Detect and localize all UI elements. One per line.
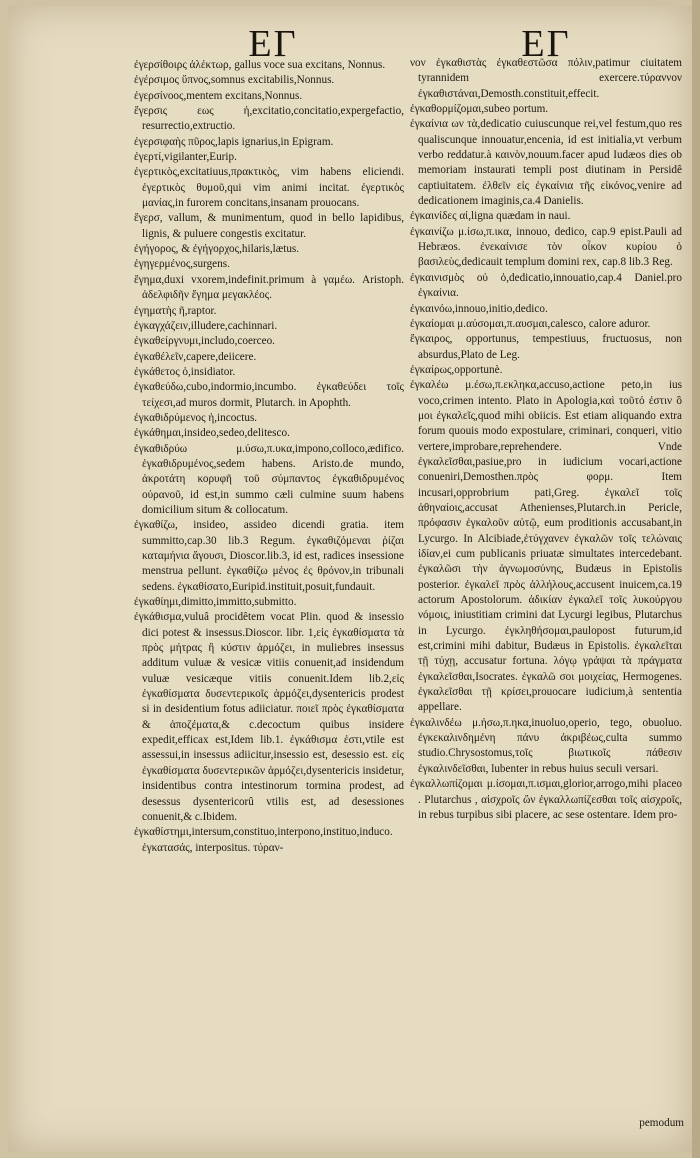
dictionary-entry: ἔγκαιρος, opportunus, tempestiuus, fructuosus, non absurdus,Plato de Leg. (410, 333, 682, 361)
dictionary-entry: ἐγκάθισμα,vuluâ procidêtem vocat Plin. quod & insessio dici potest & insessus.Dioscor. libr. 1,εἰς ἐγκαθίσματα τὰ πρὸς μήτρας ἢ κύστιν ἁρμόζει, in muliebres insessus additum vuluæ & vesicæ vitiis conuenit,ad insidendum vuluæ vesicæque vitiis conuenit.Idem lib.2,εἰς ἐγκαθίσματα δυσεντερικοῖς ἁρμόζει,dysentericis prodest si in desidentium fotus adiiciatur. ποιεῖ πρὸς ἐγκαθίσματα & ἀποζέματα,& c.decoctum quibus insidere expedit,efficax est,Idem lib.1. ἐγκάθισμα ἐστι,vtile est assessui,in insessus adiicitur,insessio est, desessio est. εἰς ἐγκαθίσματα δυσεντερικῶν ἁρμόζει,dysentericis insidetur, insidentibus contra intestinorum tormina prodest, ad desessus dysentericorû vtilis est, ad desessiones conuenit,& c.Ibidem. (134, 611, 404, 823)
right-running-head: ΕΓ (521, 23, 571, 65)
dictionary-entry: ἔγερσ, vallum, & munimentum, quod in bello lapidibus, lignis, & puluere congestis excitatur. (134, 212, 404, 240)
dictionary-entry: ἐγκαλέω μ.έσω,π.εκληκα,accuso,actione peto,in ius voco,crimen intento. Plato in Apologia,καὶ τοῦτό ἐστιν ὃ μοι ἐγκαλεῖς,quod mihi obiicis. Est etiam aliquando extra forum quouis modo expostulare, criminari, conqueri, vitio vertere,improbare,reprehendere. Vnde ἐγκαλεῖσθαι,pasiue,pro in iudicium vocari,actione conueniri,Demosthen.πρὸς φορμ. Item incusari,opprobrium pati,Greg. ἐγκαλεῖ τοῖς ἀθηναίοις,accusat Athenienses,Plutarch.in Pericle, πρόφασιν ἐγκαλοῦν αὐτῷ, eum proditionis accusabant,in Lycurgo. In Alcibiade,ἐτύγχανεν ἐγκαλῶν τοῖς τελώναις ἰδίαν,ei cum publicanis priuatæ simultates intercedebant. ἐγκαλῶσι τὴν ἀγνωμοσύνης, Budæus in Epistolis posterior. ἐγκαλεῖ πρὸς ἀλλήλους,accusent inuicem,ca.19 actorum Apostolorum. ἀδικίαν ἐγκαλεῖ τοῖς λυκούργου νόμοις, iniustitiam crimini dat Lycurgi legibus, Plutarchus in Lycurgo. ἐγκληθήσομαι,paulopost futurum,id est,crimini mihi dabitur, Budæus in Epistolis. ἐγκαλεῖται τῇ τύχῃ, accusatur fortuna. λόγῳ γράψαι τὰ πράγματα ἐγκαλεῖσθαι,Isocrates. ἐγκαλῶ σοι μοιχείας, Hermogenes. ἐγκαλεῖσθαι τῇ κρίσει,prouocare iudicium,à sententia appellare. (410, 379, 682, 714)
dictionary-entry: ἐγκαλινδέω μ.ήσω,π.ηκα,inuoluo,operio, tego, obuoluo. ἐγκεκαλινδημένη πάνυ ἀκριβέως,culta summo studio.Chrysostomus,τοῖς βιωτικοῖς πάθεσιν ἐγκαλινδεῖσθαι, lubenter in rebus huius seculi versari. (410, 716, 682, 775)
dictionary-entry: ἐγκαθίστημι,intersum,constituo,interpono,instituo,induco. ἐγκατασάς, interpositus. τύραν- (134, 826, 393, 854)
dictionary-entry: ἐγκαθιδρύω μ.ύσω,π.υκα,impono,colloco,ædifico. ἐγκαθιδρυμένος,sedem habens. Aristo.de mundo, ἀκροτάτη κορυφῆ τοῦ σύμπαντος ἐγκαθιδρυμένος οὐρανοῦ, id est,in summo cæli culmine suum habens domicilium situm & collocatum. (134, 442, 404, 516)
dictionary-entry: νον ἐγκαθιστὰς ἐγκαθεστῶσα πόλιν,patimur ciuitatem tyrannidem exercere.τύραννον ἐγκαθιστάναι,Demosth.constituit,effecit. (410, 57, 682, 100)
page-edge (692, 0, 700, 1158)
dictionary-entry: ἐγκαινόω,innouo,initio,dedico. (410, 302, 548, 315)
dictionary-entry: ἐγκαθέλεῖν,capere,deiicere. (134, 350, 257, 363)
dictionary-entry: ἔγημα,duxi vxorem,indefinit.primum à γαμέω. Aristoph. ἀδελφιδῆν ἔγημα μεγακλέος. (134, 273, 404, 302)
dictionary-entry: ἐγκαινίζω μ.ίσω,π.ικα, innouo, dedico, cap.9 epist.Pauli ad Hebræos. ἐνεκαίνισε τὸν οἶκον κυρίου ὁ βασιλεὺς,dedicauit templum domini rex, cap.8 lib.3 Reg. (410, 225, 682, 269)
dictionary-entry: ἐγερτικὸς,excitatiuus,πρακτικὸς, vim habens eliciendi. ἐγερτικὸς θυμοῦ,qui vim animi incitat. ἐγερτικὸς μανίας,in furorem concitans,insanam prouocans. (134, 166, 404, 210)
dictionary-entry: ἐγκαινισμὸς οὐ ὁ,dedicatio,innouatio,cap.4 Daniel.pro ἐγκαίνια. (410, 271, 682, 300)
dictionary-entry: ἔγερσις εως ἡ,excitatio,concitatio,expergefactio, resurrectio,extructio. (134, 105, 404, 133)
catchword: pemodum (639, 1117, 684, 1129)
dictionary-entry: ἐγέρσιμος ὕπνος,somnus excitabilis,Nonnus. (134, 74, 335, 87)
dictionary-entry: ἐγκαίρως,opportunè. (410, 363, 503, 376)
dictionary-entry: ἐγκαθεύδω,cubo,indormio,incumbo. ἐγκαθεύδει τοῖς τείχεσι,ad muros dormit, Plutarch. in Apophth. (134, 381, 404, 409)
dictionary-entry: ἐγκαίομαι μ.αύσομαι,π.αυσμαι,calesco, calore aduror. (410, 317, 651, 330)
dictionary-entry: ἐγηγερμένος,surgens. (134, 258, 230, 271)
dictionary-entry: ἐγκαθείργνυμι,includo,coerceo. (134, 335, 275, 348)
right-column (410, 6, 682, 823)
dictionary-entry: ἐγήγορος, & ἐγήγορχος,hilaris,lætus. (134, 243, 300, 256)
left-column (134, 6, 404, 856)
dictionary-entry: ἐγερτί,vigilanter,Eurip. (134, 151, 237, 164)
dictionary-entry: ἐγκαθιδρύμενος ἡ,incoctus. (134, 411, 258, 424)
left-entry-list (134, 58, 404, 856)
dictionary-entry: ἐγκάθημαι,insideo,sedeo,delitesco. (134, 427, 290, 440)
dictionary-entry: ἐγερσιφαὴς πῦρος,lapis ignarius,in Epigram. (134, 135, 334, 148)
dictionary-entry: ἐγκαθορμίζομαι,subeo portum. (410, 103, 549, 116)
right-entry-list (410, 56, 682, 823)
page-sheet (8, 6, 692, 1152)
left-running-head: ΕΓ (248, 23, 298, 65)
dictionary-entry: ἐγκαινίδες αἱ,ligna quædam in naui. (410, 210, 571, 223)
dictionary-entry: ἐγκαλλωπίζομαι μ.ίσομαι,π.ισμαι,glorior,arrogo,mihi placeo . Plutarchus , αἰσχροῖς ὥν ἐγκαλλωπίζεσθαι τοῖς αἰσχροῖς, in rebus turpibus sibi placere, ac sese ostentare. Idem pro- (410, 778, 682, 821)
dictionary-entry: ἐγκαθίημι,dimitto,immitto,submitto. (134, 596, 297, 609)
dictionary-entry: ἐγκαγχάζειν,illudere,cachinnari. (134, 319, 278, 332)
dictionary-entry: ἐγκαθίζω, insideo, assideo dicendi gratia. item summitto,cap.30 lib.3 Regum. ἐγκαθιζόμεναι ῥίζαι καταμήνια ἄγουσι, Dioscor.lib.3, id est, radices insessione menstrua pellunt. ἐγκαθίζω μένος ἐς θρόνον,in tribunali sedens. ἐγκαθίσατο,Euripid.instituit,posuit,fundauit. (134, 519, 404, 593)
dictionary-entry: ἐγερσίνοος,mentem excitans,Nonnus. (134, 89, 303, 102)
dictionary-entry: ἐγκαίνια ων τὰ,dedicatio cuiuscunque rei,vel festum,quo res qualiscunque innouatur,encenia, id est initialia,vt verbum verbo reddatur.à καινὸν,nouum.facer apud Iudæos dies ob memoriam instaurati templi post diutinam in Persidê captiuitatem. ἐλθεῖν εἰς ἐγκαίνια τῆς εἰκόνος,venire ad dedicationem imaginis,ca.4 Danielis. (410, 118, 682, 208)
dictionary-entry: ἐγκάθετος ὁ,insidiator. (134, 365, 236, 378)
dictionary-entry: ἐγερσίθοιρς ἀλέκτωρ, gallus voce sua excitans, Nonnus. (134, 59, 386, 71)
dictionary-entry: ἐγηματὴς ῆ,raptor. (134, 304, 217, 317)
